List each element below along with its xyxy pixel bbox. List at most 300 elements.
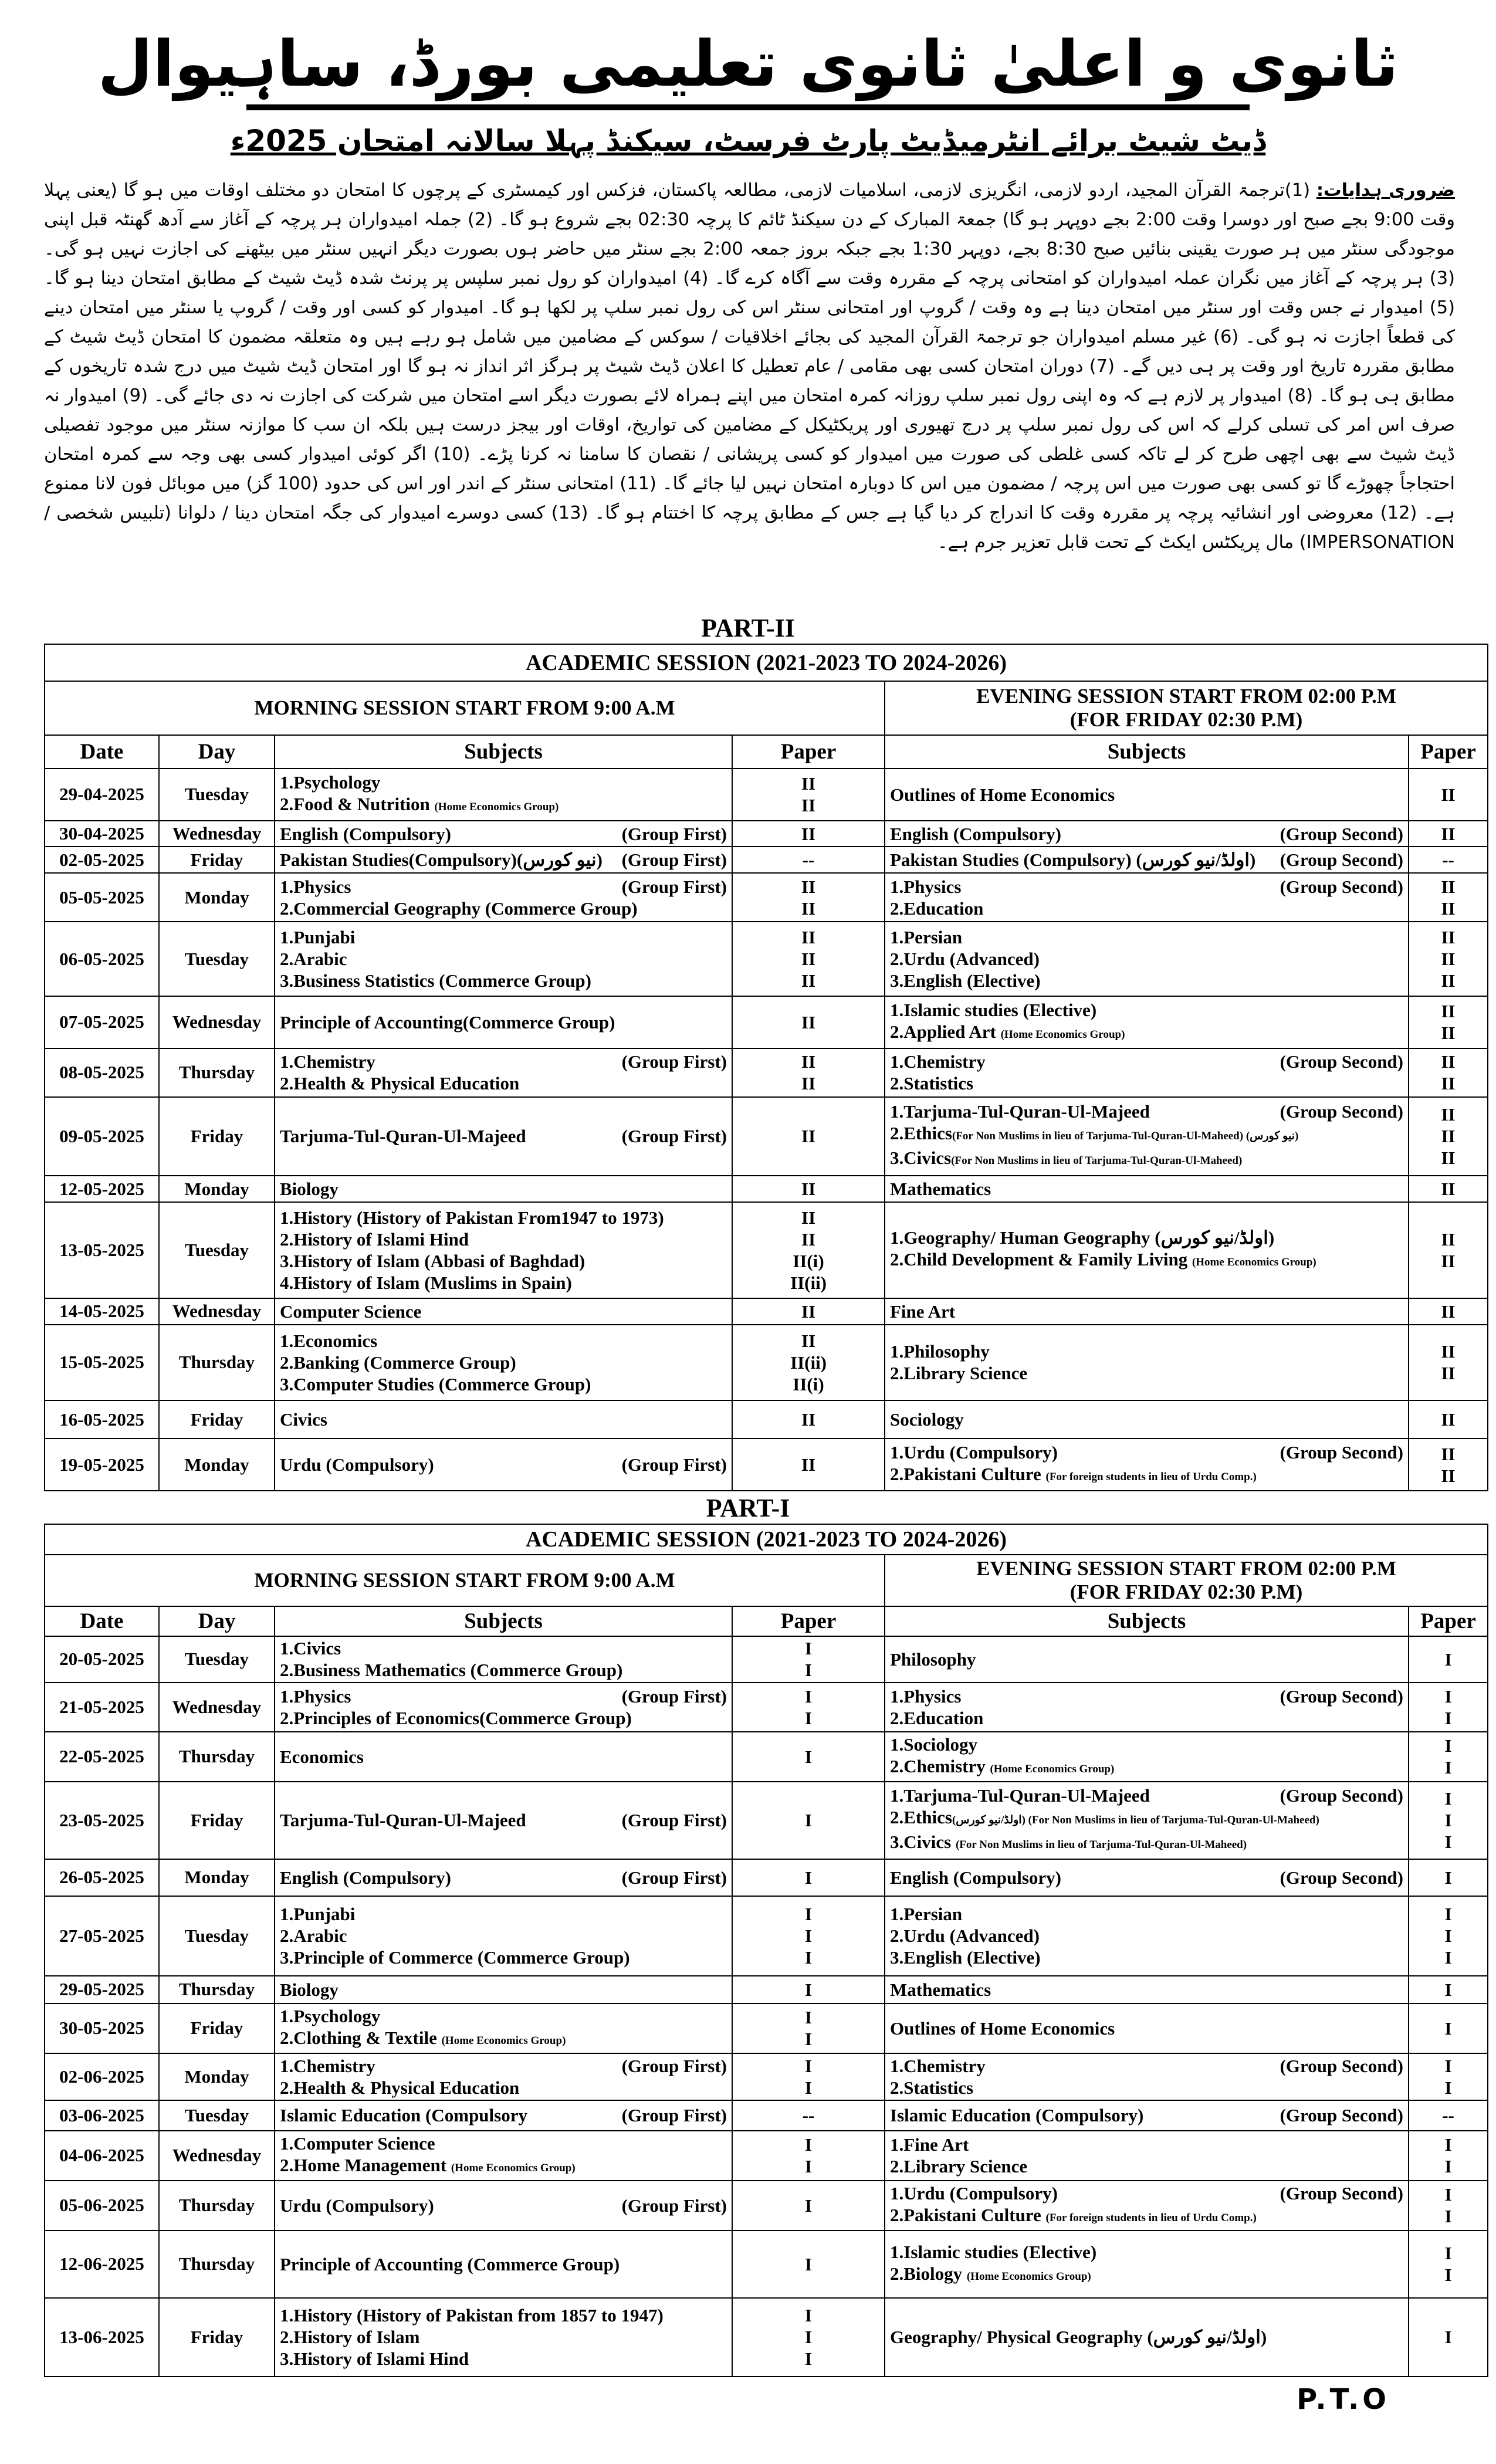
evening-subject-line [890, 2182, 1403, 2204]
evening-subject-entry [890, 1341, 990, 1362]
evening-subject-entry [890, 948, 1040, 970]
evening-paper-cell [1409, 2053, 1488, 2100]
morning-subject-line [280, 1746, 727, 1768]
evening-subjects-cell [885, 996, 1409, 1048]
evening-subject-line [890, 1147, 1403, 1172]
morning-subject-entry [280, 1659, 622, 1681]
morning-paper-cell [732, 873, 885, 922]
morning-subject-entry [280, 1373, 591, 1395]
morning-subjects-cell [275, 2100, 732, 2131]
evening-subject-entry [890, 2104, 1143, 2126]
exam-date-cell: 03-06-2025 [45, 2100, 159, 2131]
schedule-row [45, 1439, 1488, 1491]
morning-subject-line [280, 2104, 727, 2126]
evening-subject-line [890, 1649, 1403, 1670]
morning-paper-cell [732, 1439, 885, 1491]
evening-subject-entry [890, 2326, 1267, 2348]
evening-subject-name: 2.Pakistani Culture [890, 2204, 1046, 2225]
evening-paper-value: II [1441, 1051, 1456, 1072]
evening-subject-line [890, 2241, 1403, 2263]
exam-date-cell: 07-05-2025 [45, 996, 159, 1048]
morning-subject-note: (Home Economics Group) [434, 800, 559, 813]
morning-subject-line [280, 1228, 727, 1250]
evening-subject-name: 2.Library Science [890, 2156, 1028, 2177]
morning-subject-line [280, 876, 727, 898]
morning-subject-line [280, 1947, 727, 1968]
morning-subject-name: English (Compulsory) [280, 823, 451, 844]
schedule-row [45, 847, 1488, 873]
morning-subjects-column-header: Subjects [275, 1606, 732, 1636]
morning-subject-group: (Group First) [621, 1686, 727, 1707]
morning-subject-name: 2.Principles of Economics(Commerce Group) [280, 1708, 632, 1729]
evening-subject-group: (Group Second) [1280, 2182, 1403, 2204]
evening-paper-value: I [1444, 1947, 1452, 1968]
evening-subject-entry [890, 1101, 1150, 1122]
morning-subject-entry [280, 898, 638, 919]
morning-paper-cell [732, 1325, 885, 1400]
evening-subject-name: Sociology [890, 1409, 964, 1430]
evening-subject-name: 3.Civics [890, 1832, 956, 1853]
morning-subject-line [280, 1659, 727, 1681]
morning-subject-note: (Home Economics Group) [451, 2161, 576, 2174]
evening-subject-line [890, 1441, 1403, 1463]
evening-paper-value: I [1444, 1788, 1452, 1809]
evening-subject-name: 2.Biology [890, 2263, 967, 2284]
evening-paper-value: I [1444, 2265, 1452, 2286]
schedule-row [45, 996, 1488, 1048]
evening-subject-line [890, 898, 1403, 919]
evening-subject-note: (For Non Muslims in lieu of Tarjuma-Tul-Quran-Ul-Maheed) (نیو کورس) [952, 1130, 1299, 1143]
morning-subject-name: 1.History (History of Pakistan From1947 to 1973) [280, 1207, 664, 1228]
evening-subject-entry [890, 1831, 1247, 1856]
evening-subject-name: 2.Statistics [890, 2077, 974, 2098]
morning-subject-name: 2.Health & Physical Education [280, 2077, 520, 2098]
morning-subject-entry [280, 2055, 375, 2077]
morning-paper-value: -- [802, 849, 815, 871]
morning-subject-entry [280, 1707, 632, 1729]
evening-paper-value: II [1441, 1001, 1456, 1022]
evening-subjects-cell [885, 2181, 1409, 2231]
exam-date-cell: 02-06-2025 [45, 2053, 159, 2100]
morning-subject-entry [280, 1409, 327, 1430]
evening-subject-name: 1.Tarjuma-Tul-Quran-Ul-Majeed [890, 1101, 1150, 1122]
morning-subjects-cell [275, 1439, 732, 1491]
morning-subject-name: Biology [280, 1979, 339, 2000]
evening-subject-name: Outlines of Home Economics [890, 2018, 1115, 2039]
schedule-row [45, 821, 1488, 847]
evening-subject-entry [890, 2182, 1058, 2204]
evening-subject-line [890, 1925, 1403, 1947]
evening-subject-name: 1.Urdu (Compulsory) [890, 1442, 1058, 1463]
morning-subject-name: Civics [280, 1409, 327, 1430]
evening-paper-value: I [1444, 1757, 1452, 1778]
morning-paper-value: II [801, 795, 816, 816]
instructions-text: (1)ترجمۃ القرآن المجید، اردو لازمی، انگریزی لازمی، اسلامیات لازمی، مطالعہ پاکستان، فزکس اور کیمسٹری کے پرچوں کا امتحان دو مختلف اوقات میں ہو گا (یعنی پہلا وقت 9:00 بجے صبح اور دوسرا وقت 2:00 بجے دوپہر ہو گا) جمعۃ المبارک کے دن سیکنڈ ٹائم کا پرچہ 02:30 بجے شروع ہو گا۔ (2) جملہ امیدواران ہر پرچہ کے آغاز سے آدھ گھنٹہ قبل اپنی موجودگی سنٹر میں ہر صورت یقینی بنائیں صبح 8:30 بجے، دوپہر 1:30 بجے جبکہ بروز جمعہ 2:00 بجے سنٹر میں حاضر ہوں بصورت دیگر انہیں سنٹر میں بیٹھنے کی اجازت نہیں ہو گی۔ (3) ہر پرچہ کے آغاز میں نگران عملہ امیدواران کو امتحانی پرچہ کے مقررہ وقت سے آگاہ کرے گا۔ (4) امیدواران کو رول نمبر سلپس پر پرنٹ شدہ ڈیٹ شیٹ کے مطابق امتحان دینا ہو گا۔ (5) امیدوار نے جس وقت اور سنٹر میں امتحان دینا ہے وہ وقت / گروپ اور امتحانی سنٹر اس کی رول نمبر سلپ پر لکھا ہو گا۔ امیدوار کو کسی اور وقت / گروپ یا سنٹر میں امتحان دینے کی قطعاً اجازت نہ ہو گی۔ (6) غیر مسلم امیدواران جو ترجمۃ القرآن المجید کی بجائے اخلاقیات / سوکس کے مضامین میں شامل ہو رہے ہیں وہ متعلقہ مضمون کا امتحان ڈیٹ شیٹ کے مطابق مقررہ تاریخ اور وقت پر ہی دیں گے۔ (7) دوران امتحان کسی بھی مقامی / عام تعطیل کا اعلان ڈیٹ شیٹ پر ہرگز اثر انداز نہ ہو گا اور امتحان ڈیٹ شیٹ میں درج شدہ تاریخوں کے مطابق ہی ہو گا۔ (8) امیدوار پر لازم ہے کہ وہ اپنی رول نمبر سلپ روزانہ کمرہ امتحان میں اپنے ہمراہ لائے بصورت دیگر اسے امتحان میں شرکت کی اجازت نہ دی جائے گی۔ (9) امیدوار نہ صرف اس امر کی تسلی کرلے کہ اس کی رول نمبر سلپ پر درج تھیوری اور پریکٹیکل کے مضامین کی تواریخ، اوقات اور بیجز درست ہیں بلکہ ان سب کا موازنہ سنٹر میں موجود تفصیلی ڈیٹ شیٹ سے بھی اچھی طرح کر لے تاکہ کسی غلطی کی صورت میں امیدوار کو کسی پریشانی / نقصان کا سامنا نہ کرنا پڑے۔ (10) اگر کوئی امیدوار کسی بھی وجہ سے کمرہ امتحان احتجاجاً چھوڑے گا تو کسی بھی صورت میں اس پرچہ / مضمون میں اس کا دوبارہ امتحان نہیں لیا جائے گا۔ (11) امتحانی سنٹر کے اندر اور اس کی حدود (100 گز) میں موبائل فون لانا ممنوع ہے۔ (12) معروضی اور انشائیہ پرچہ پر مقررہ وقت کا اندراج کر دیا گیا ہے جس کے مطابق پرچہ کا اختتام ہو گا۔ (13) کسی دوسرے امیدوار کی جگہ امتحان دینا / دلوانا (تلبیس شخصی / IMPERSONATION) مال پریکٹس ایکٹ کے تحت قابل تعزیر جرم ہے۔ [44, 180, 1456, 553]
evening-subject-entry [890, 2241, 1096, 2263]
evening-paper-cell [1409, 1896, 1488, 1976]
morning-paper-value: II [801, 1179, 816, 1200]
morning-paper-value: I [804, 2195, 813, 2216]
exam-day-cell: Wednesday [159, 1683, 275, 1732]
morning-paper-value: II(i) [793, 1373, 824, 1395]
exam-date-cell: 16-05-2025 [45, 1400, 159, 1439]
evening-subject-name: 3.English (Elective) [890, 1947, 1041, 1968]
schedule-row [45, 1782, 1488, 1859]
evening-subject-name: Islamic Education (Compulsory) [890, 2105, 1144, 2126]
morning-paper-cell [732, 1896, 885, 1976]
morning-paper-value: II [801, 898, 816, 919]
morning-paper-cell [732, 847, 885, 873]
morning-paper-value: -- [802, 2105, 815, 2126]
morning-subject-entry [280, 823, 451, 845]
morning-subject-name: 1.Physics [280, 1686, 351, 1707]
date-column-header: Date [45, 1606, 159, 1636]
evening-paper-value: II [1441, 876, 1456, 897]
morning-subject-name: 1.Psychology [280, 2005, 381, 2026]
part-i-evening-session-line2: (FOR FRIDAY 02:30 P.M) [1069, 1580, 1303, 1604]
part-ii-morning-session: MORNING SESSION START FROM 9:00 A.M [45, 681, 885, 735]
morning-subject-entry [280, 1051, 375, 1072]
schedule-row [45, 1298, 1488, 1325]
evening-paper-cell [1409, 1298, 1488, 1325]
morning-subject-entry [280, 1867, 451, 1888]
evening-subject-line [890, 1409, 1403, 1430]
evening-paper-value: I [1444, 2184, 1452, 2205]
evening-subject-name: Philosophy [890, 1649, 976, 1670]
schedule-row [45, 1097, 1488, 1176]
evening-paper-cell [1409, 2131, 1488, 2181]
morning-subject-line [280, 2195, 727, 2216]
evening-subject-name: 3.Civics [890, 1148, 952, 1169]
schedule-row [45, 769, 1488, 821]
morning-subject-line [280, 1272, 727, 1294]
morning-subject-name: Computer Science [280, 1301, 422, 1322]
evening-subject-entry [890, 1021, 1125, 1045]
evening-subject-name: Fine Art [890, 1301, 956, 1322]
evening-subject-line [890, 1831, 1403, 1856]
evening-subjects-cell [885, 1325, 1409, 1400]
schedule-row [45, 1976, 1488, 2003]
morning-paper-cell [732, 1202, 885, 1298]
morning-subject-line [280, 1809, 727, 1831]
morning-subjects-cell [275, 2298, 732, 2377]
schedule-row [45, 922, 1488, 996]
morning-paper-value: I [804, 2007, 813, 2028]
exam-date-cell: 20-05-2025 [45, 1636, 159, 1683]
exam-day-cell: Friday [159, 1097, 275, 1176]
evening-subjects-cell [885, 1636, 1409, 1683]
morning-subject-line [280, 1409, 727, 1430]
morning-subject-group: (Group First) [621, 2105, 727, 2126]
morning-subject-name: Biology [280, 1179, 339, 1200]
evening-subject-name: 1.Physics [890, 876, 962, 897]
exam-day-cell: Wednesday [159, 1298, 275, 1325]
evening-subject-entry [890, 1925, 1040, 1947]
morning-subjects-cell [275, 1048, 732, 1097]
evening-subject-line [890, 1707, 1403, 1729]
evening-subject-group: (Group Second) [1280, 849, 1403, 871]
exam-day-cell: Thursday [159, 1732, 275, 1782]
evening-subject-entry [890, 1409, 964, 1430]
morning-subject-line [280, 823, 727, 845]
schedule-row [45, 1859, 1488, 1896]
evening-subject-name: 1.Chemistry [890, 1051, 986, 1072]
morning-subject-entry [280, 1301, 421, 1322]
morning-subject-line [280, 1301, 727, 1322]
evening-subject-entry [890, 1903, 962, 1925]
evening-paper-cell [1409, 2003, 1488, 2053]
evening-subjects-cell [885, 847, 1409, 873]
evening-subject-line [890, 1734, 1403, 1755]
morning-subject-entry [280, 2104, 527, 2126]
evening-paper-column-header: Paper [1409, 1606, 1488, 1636]
exam-date-cell: 13-06-2025 [45, 2298, 159, 2377]
schedule-row [45, 2131, 1488, 2181]
morning-subjects-cell [275, 847, 732, 873]
morning-subject-line [280, 1979, 727, 2001]
evening-subjects-cell [885, 2053, 1409, 2100]
evening-subjects-cell [885, 1400, 1409, 1439]
evening-subjects-column-header: Subjects [885, 735, 1409, 769]
evening-paper-value: I [1444, 1979, 1452, 2000]
evening-paper-cell [1409, 1400, 1488, 1439]
evening-subjects-cell [885, 2003, 1409, 2053]
morning-subject-name: 3.Principle of Commerce (Commerce Group) [280, 1947, 630, 1968]
evening-subject-group: (Group Second) [1280, 2055, 1403, 2076]
morning-subject-line [280, 1352, 727, 1373]
evening-subject-note: (اولڈ/نیو کورس) (For Non Muslims in lieu of Tarjuma-Tul-Quran-Ul-Maheed) [952, 1814, 1319, 1827]
morning-paper-cell [732, 996, 885, 1048]
evening-subject-line [890, 948, 1403, 970]
morning-subject-line [280, 1373, 727, 1395]
morning-subject-line [280, 1051, 727, 1072]
part-ii-schedule-table [44, 644, 1488, 1491]
morning-subject-entry [280, 1746, 364, 1768]
evening-subject-line [890, 1178, 1403, 1200]
morning-subject-name: Urdu (Compulsory) [280, 1454, 434, 1475]
morning-subject-line [280, 898, 727, 919]
evening-subject-entry [890, 1227, 1274, 1248]
morning-paper-cell [732, 1400, 885, 1439]
morning-paper-value: II(i) [793, 1250, 824, 1271]
evening-subject-entry [890, 1979, 991, 2001]
morning-subject-line [280, 2055, 727, 2077]
morning-subject-line [280, 1454, 727, 1475]
morning-paper-value: II [801, 823, 816, 844]
evening-subject-name: 1.Islamic studies (Elective) [890, 999, 1097, 1020]
morning-paper-cell [732, 1176, 885, 1202]
part-i-academic-session: ACADEMIC SESSION (2021-2023 TO 2024-2026) [45, 1524, 1488, 1555]
morning-subject-entry [280, 2326, 420, 2348]
instructions-label: ضروری ہدایات: [1316, 180, 1456, 201]
evening-subject-entry [890, 1072, 973, 1094]
evening-paper-value: II [1441, 1465, 1456, 1486]
evening-paper-cell [1409, 2231, 1488, 2298]
schedule-row [45, 1896, 1488, 1976]
morning-subject-entry [280, 876, 351, 898]
morning-subjects-cell [275, 1896, 732, 1976]
morning-paper-value: II(ii) [790, 1352, 827, 1373]
exam-day-cell: Thursday [159, 2181, 275, 2231]
morning-subjects-cell [275, 1202, 732, 1298]
morning-paper-value: I [804, 1979, 813, 2000]
morning-subjects-cell [275, 1859, 732, 1896]
morning-paper-value: I [804, 1810, 813, 1831]
morning-subject-line [280, 1178, 727, 1200]
schedule-row [45, 2053, 1488, 2100]
morning-subject-name: English (Compulsory) [280, 1867, 451, 1888]
evening-subject-note: (Home Economics Group) [966, 2270, 1091, 2283]
evening-paper-value: I [1444, 1925, 1452, 1947]
morning-subject-name: 3.Computer Studies (Commerce Group) [280, 1373, 591, 1395]
morning-subject-line [280, 771, 727, 793]
morning-paper-cell [732, 1859, 885, 1896]
exam-date-cell: 26-05-2025 [45, 1859, 159, 1896]
evening-paper-value: II [1441, 1443, 1456, 1464]
evening-paper-cell [1409, 1048, 1488, 1097]
morning-subject-group: (Group First) [621, 1051, 727, 1072]
morning-subject-line [280, 2154, 727, 2179]
evening-subject-name: 2.Education [890, 1708, 984, 1729]
schedule-row [45, 1202, 1488, 1298]
evening-subject-name: 2.Chemistry [890, 1755, 990, 1776]
evening-paper-value: -- [1442, 849, 1454, 871]
morning-subjects-cell [275, 2131, 732, 2181]
morning-subject-name: 1.Chemistry [280, 2055, 375, 2076]
evening-subjects-cell [885, 1439, 1409, 1491]
morning-subject-line [280, 793, 727, 818]
morning-subjects-cell [275, 1298, 732, 1325]
evening-subject-entry [890, 1178, 991, 1200]
evening-subject-name: 2.Education [890, 898, 984, 919]
morning-paper-value: I [804, 2348, 813, 2370]
evening-subject-line [890, 1341, 1403, 1362]
morning-subject-line [280, 2005, 727, 2027]
evening-subject-line [890, 999, 1403, 1021]
exam-day-cell: Wednesday [159, 996, 275, 1048]
morning-paper-value: I [804, 2029, 813, 2050]
morning-paper-cell [732, 2181, 885, 2231]
evening-subject-entry [890, 2204, 1257, 2229]
morning-subject-group: (Group First) [621, 1454, 727, 1475]
evening-subject-entry [890, 1301, 955, 1322]
morning-paper-cell [732, 1048, 885, 1097]
exam-date-cell: 05-06-2025 [45, 2181, 159, 2231]
schedule-row [45, 2231, 1488, 2298]
morning-subject-line [280, 948, 727, 970]
exam-date-cell: 05-05-2025 [45, 873, 159, 922]
morning-subject-entry [280, 1979, 339, 2001]
exam-date-cell: 09-05-2025 [45, 1097, 159, 1176]
morning-subject-line [280, 1637, 727, 1659]
morning-subject-entry [280, 2253, 620, 2275]
evening-subject-entry [890, 1806, 1319, 1831]
morning-paper-value: I [804, 2156, 813, 2177]
morning-subjects-cell [275, 1976, 732, 2003]
evening-subject-line [890, 2263, 1403, 2287]
part-ii-evening-session [885, 681, 1488, 735]
evening-paper-value: I [1444, 2077, 1452, 2098]
evening-subjects-cell [885, 1176, 1409, 1202]
evening-subject-line [890, 1903, 1403, 1925]
evening-subjects-cell [885, 821, 1409, 847]
morning-subjects-cell [275, 769, 732, 821]
evening-subject-entry [890, 2055, 986, 2077]
evening-subject-entry [890, 784, 1115, 805]
evening-subject-group: (Group Second) [1280, 1686, 1403, 1707]
morning-subject-group: (Group First) [621, 2055, 727, 2076]
evening-subjects-cell [885, 2298, 1409, 2377]
morning-paper-cell [732, 2298, 885, 2377]
evening-subject-line [890, 1248, 1403, 1273]
morning-subject-entry [280, 849, 603, 871]
morning-subjects-cell [275, 1097, 732, 1176]
exam-day-cell: Friday [159, 2298, 275, 2377]
evening-paper-value: II [1441, 1363, 1456, 1384]
morning-paper-value: I [804, 2077, 813, 2098]
morning-subject-entry [280, 1352, 516, 1373]
morning-subject-name: 1.Computer Science [280, 2133, 435, 2154]
exam-day-cell: Monday [159, 1859, 275, 1896]
part-ii-academic-session: ACADEMIC SESSION (2021-2023 TO 2024-2026) [45, 644, 1488, 681]
morning-paper-value: II [801, 1207, 816, 1228]
morning-subject-name: 3.History of Islami Hind [280, 2348, 469, 2370]
evening-subject-name: 2.Pakistani Culture [890, 1464, 1046, 1485]
morning-subject-entry [280, 1011, 615, 1033]
schedule-row [45, 1683, 1488, 1732]
morning-paper-value: I [804, 1638, 813, 1659]
evening-paper-value: I [1444, 1904, 1452, 1925]
evening-subject-name: 2.Applied Art [890, 1021, 1001, 1042]
evening-subject-line [890, 876, 1403, 898]
morning-subject-line [280, 849, 727, 871]
evening-subject-line [890, 1979, 1403, 2001]
evening-subject-entry [890, 1248, 1316, 1273]
evening-subject-entry [890, 1122, 1298, 1147]
morning-paper-value: I [804, 1686, 813, 1707]
exam-day-cell: Tuesday [159, 769, 275, 821]
evening-subject-line [890, 823, 1403, 845]
evening-subject-line [890, 970, 1403, 991]
evening-subject-name: 3.English (Elective) [890, 970, 1041, 991]
morning-subject-entry [280, 1809, 526, 1831]
evening-paper-value: II [1441, 1104, 1456, 1125]
title-underline [246, 104, 1250, 110]
morning-subject-name: 2.Health & Physical Education [280, 1073, 520, 1094]
evening-subject-line [890, 1051, 1403, 1072]
schedule-row [45, 873, 1488, 922]
morning-subject-line [280, 970, 727, 991]
evening-subject-line [890, 1021, 1403, 1045]
evening-paper-value: -- [1442, 2105, 1454, 2126]
morning-subject-name: 1.Civics [280, 1638, 341, 1659]
evening-subjects-cell [885, 1683, 1409, 1732]
evening-subjects-cell [885, 2231, 1409, 2298]
morning-paper-value: II [801, 1011, 816, 1033]
morning-subjects-cell [275, 2053, 732, 2100]
evening-subject-entry [890, 2263, 1091, 2287]
morning-subject-line [280, 1125, 727, 1147]
morning-subject-entry [280, 771, 380, 793]
morning-subject-line [280, 1250, 727, 1272]
evening-paper-cell [1409, 1202, 1488, 1298]
morning-paper-cell [732, 1097, 885, 1176]
schedule-row [45, 1176, 1488, 1202]
evening-subjects-cell [885, 1732, 1409, 1782]
exam-day-cell: Thursday [159, 1048, 275, 1097]
evening-subject-line [890, 1785, 1403, 1806]
morning-subject-name: 1.Chemistry [280, 1051, 375, 1072]
